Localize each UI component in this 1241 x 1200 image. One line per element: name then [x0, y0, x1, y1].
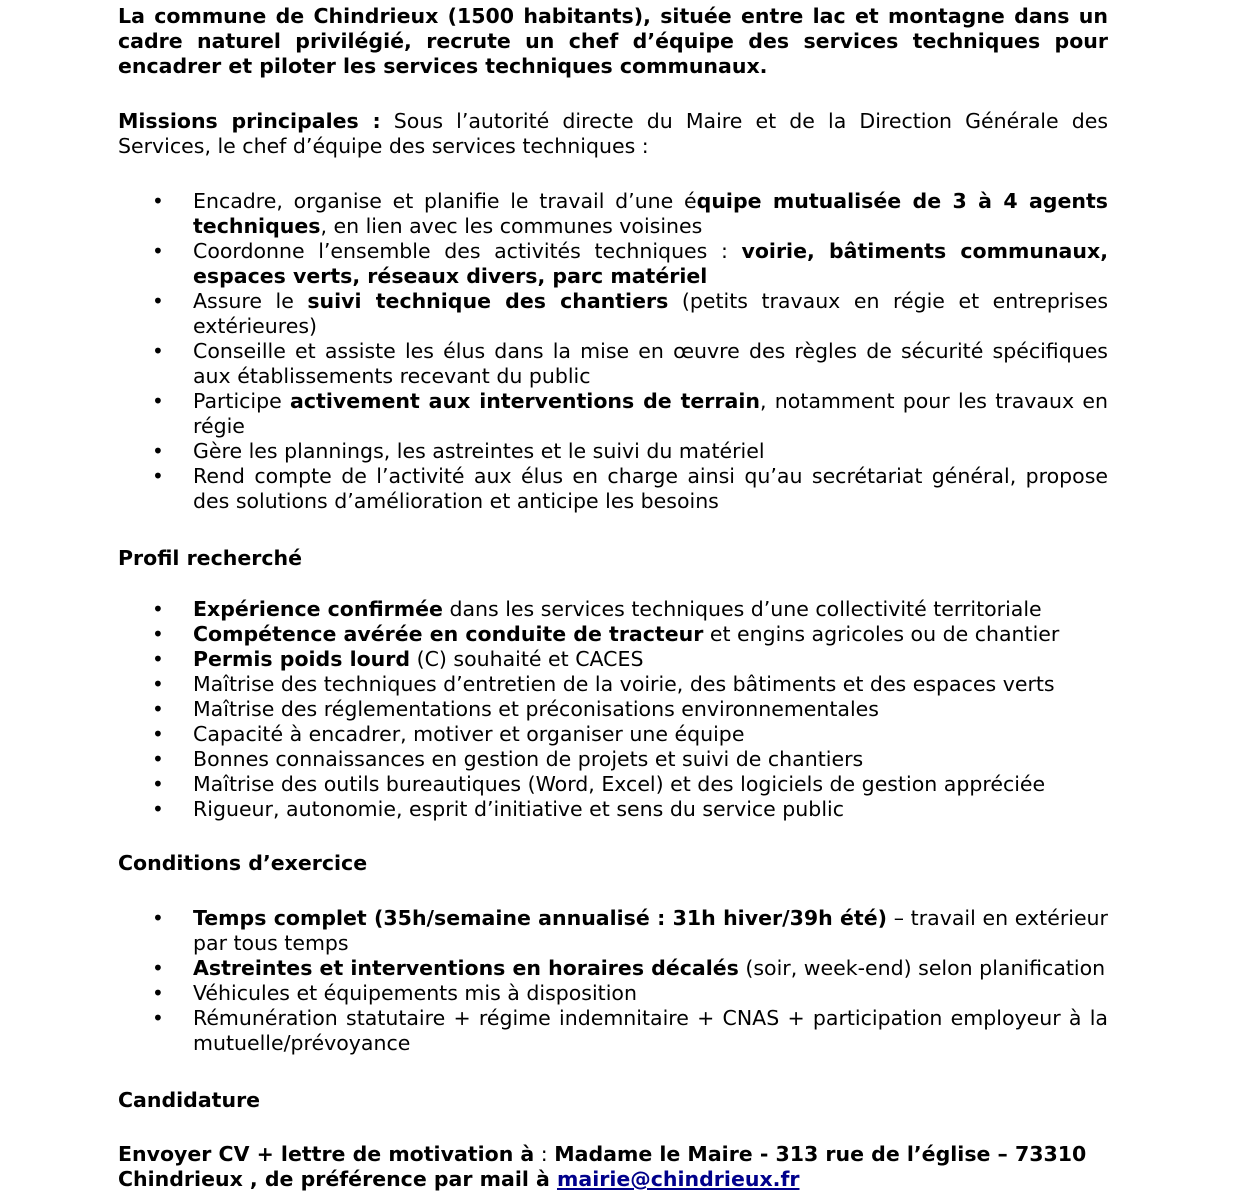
missions-section — [118, 109, 1108, 159]
separator: : — [534, 1142, 555, 1166]
item-bold: Permis poids lourd — [193, 647, 411, 671]
bullet-icon: • — [152, 697, 164, 721]
intro-line-2: cadre naturel privilégié, recrute un chef d’équipe des services techniques pour — [118, 29, 1108, 53]
item-text: (C) souhaité et CACES — [410, 647, 644, 671]
list-item — [118, 772, 1108, 797]
list-item — [118, 956, 1108, 981]
bullet-icon: • — [152, 389, 164, 413]
intro-paragraph — [118, 4, 1108, 79]
item-text: Conseille et assiste les élus dans la mise en œuvre des règles de sécurité spécifiques aux établissements recevant du public — [193, 339, 1108, 388]
list-item — [118, 597, 1108, 622]
list-item — [118, 622, 1108, 647]
item-bold: quipe mutualisée de 3 à 4 agents techniques — [193, 189, 1108, 238]
item-text: Participe — [193, 389, 291, 413]
item-bold: Compétence avérée en conduite de tracteur — [193, 622, 704, 646]
email-lead: Chindrieux , de préférence par mail à — [118, 1167, 557, 1191]
bullet-icon: • — [152, 239, 164, 263]
list-item — [118, 189, 1108, 239]
item-text: Rend compte de l’activité aux élus en charge ainsi qu’au secrétariat général, propose des solutions d’amélioration et anticipe les besoins — [193, 464, 1108, 513]
missions-title: Missions principales : — [118, 109, 381, 133]
candidature-line-1 — [118, 1142, 1108, 1167]
intro-line-3: encadrer et piloter les services techniques communaux. — [118, 54, 768, 78]
bullet-icon: • — [152, 339, 164, 363]
bullet-icon: • — [152, 747, 164, 771]
item-text: , en lien avec les communes voisines — [320, 214, 703, 238]
list-item — [118, 697, 1108, 722]
bullet-icon: • — [152, 797, 164, 821]
item-text: Maîtrise des outils bureautiques (Word, Excel) et des logiciels de gestion appréciée — [193, 772, 1046, 796]
bullet-icon: • — [152, 189, 164, 213]
list-item — [118, 339, 1108, 389]
list-item — [118, 797, 1108, 822]
bullet-icon: • — [152, 597, 164, 621]
profil-list — [118, 597, 1108, 822]
item-text: Assure le — [193, 289, 308, 313]
item-text: Maîtrise des réglementations et préconisations environnementales — [193, 697, 879, 721]
bullet-icon: • — [152, 956, 164, 980]
missions-lead-2: Services, le chef d’équipe des services techniques : — [118, 134, 649, 158]
item-text: Capacité à encadrer, motiver et organiser une équipe — [193, 722, 745, 746]
bullet-icon: • — [152, 647, 164, 671]
item-text: Véhicules et équipements mis à disposition — [193, 981, 637, 1005]
bullet-icon: • — [152, 439, 164, 463]
bullet-icon: • — [152, 464, 164, 488]
item-bold: Expérience confirmée — [193, 597, 443, 621]
bullet-icon: • — [152, 906, 164, 930]
list-item — [118, 464, 1108, 514]
missions-list — [118, 189, 1108, 514]
bullet-icon: • — [152, 981, 164, 1005]
item-text: Rigueur, autonomie, esprit d’initiative et sens du service public — [193, 797, 844, 821]
item-text: (soir, week-end) selon planification — [738, 956, 1106, 980]
list-item — [118, 647, 1108, 672]
list-item — [118, 289, 1108, 339]
missions-lead-1: Sous l’autorité directe du Maire et de la Direction Générale des — [380, 109, 1108, 133]
list-item — [118, 1006, 1108, 1056]
list-item — [118, 747, 1108, 772]
list-item — [118, 439, 1108, 464]
item-text: dans les services techniques d’une collectivité territoriale — [442, 597, 1042, 621]
item-text: et engins agricoles ou de chantier — [703, 622, 1060, 646]
missions-lead-line-1 — [118, 109, 1108, 134]
profil-heading: Profil recherché — [118, 546, 302, 570]
list-item — [118, 722, 1108, 747]
item-bold: Temps complet (35h/semaine annualisé : 31h hiver/39h été) — [193, 906, 887, 930]
item-text: , notamment pour les travaux en régie — [193, 389, 1108, 438]
postal-address: Madame le Maire - 313 rue de l’église – 73310 — [554, 1142, 1087, 1166]
list-item — [118, 389, 1108, 439]
item-bold: voirie, bâtiments communaux, espaces verts, réseaux divers, parc matériel — [193, 239, 1108, 288]
send-instruction: Envoyer CV + lettre de motivation à — [118, 1142, 535, 1166]
item-text: Rémunération statutaire + régime indemnitaire + CNAS + participation employeur à la mutuelle/prévoyance — [193, 1006, 1108, 1055]
bullet-icon: • — [152, 289, 164, 313]
bullet-icon: • — [152, 622, 164, 646]
item-text: – travail en extérieur par tous temps — [193, 906, 1108, 955]
list-item — [118, 906, 1108, 956]
candidature-heading: Candidature — [118, 1088, 261, 1112]
bullet-icon: • — [152, 772, 164, 796]
item-bold: suivi technique des chantiers — [307, 289, 669, 313]
list-item — [118, 239, 1108, 289]
list-item — [118, 672, 1108, 697]
item-bold: Astreintes et interventions en horaires décalés — [193, 956, 739, 980]
item-bold: activement aux interventions de terrain — [290, 389, 760, 413]
conditions-list — [118, 906, 1108, 1056]
candidature-line-2 — [118, 1167, 1108, 1192]
list-item — [118, 981, 1108, 1006]
item-text: Gère les plannings, les astreintes et le suivi du matériel — [193, 439, 765, 463]
email-link[interactable]: mairie@chindrieux.fr — [557, 1167, 800, 1191]
bullet-icon: • — [152, 672, 164, 696]
item-text: Coordonne l’ensemble des activités techniques : — [193, 239, 742, 263]
item-text: Bonnes connaissances en gestion de projets et suivi de chantiers — [193, 747, 864, 771]
conditions-heading: Conditions d’exercice — [118, 851, 368, 875]
item-text: Encadre, organise et planifie le travail d’une é — [193, 189, 697, 213]
intro-line-1: La commune de Chindrieux (1500 habitants), située entre lac et montagne dans un — [118, 4, 1108, 28]
candidature-paragraph — [118, 1142, 1108, 1192]
bullet-icon: • — [152, 1006, 164, 1030]
bullet-icon: • — [152, 722, 164, 746]
item-text: (petits travaux en régie et entreprises extérieures) — [193, 289, 1108, 338]
item-text: Maîtrise des techniques d’entretien de la voirie, des bâtiments et des espaces verts — [193, 672, 1055, 696]
